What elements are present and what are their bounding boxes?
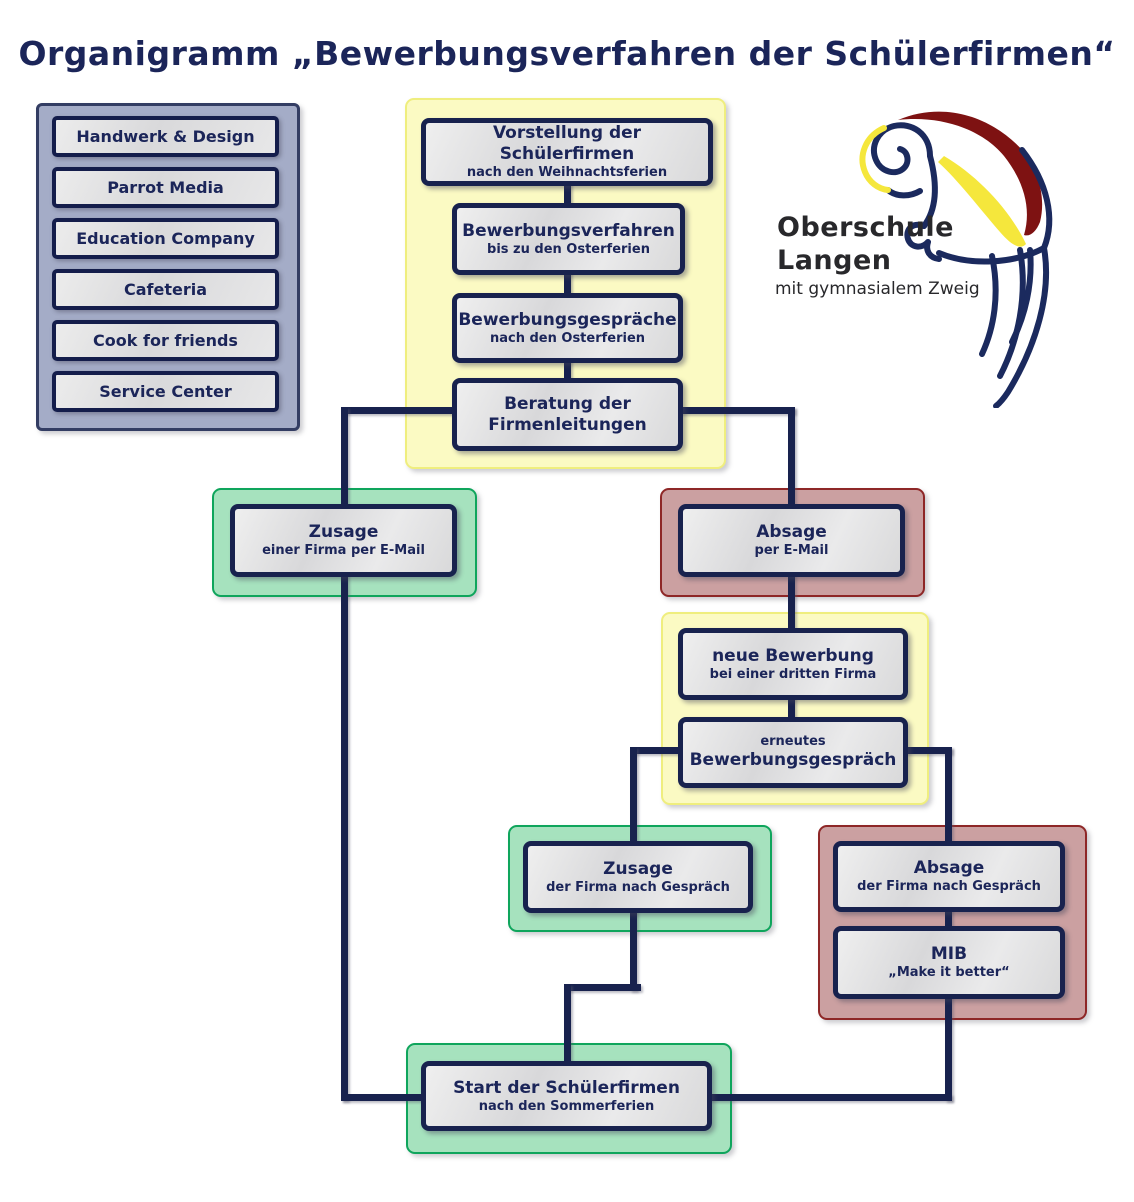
connector-erneutes-left-h [630, 747, 685, 754]
node-beratung [452, 378, 683, 451]
connector-beratung-left [341, 407, 460, 414]
connector-zusage2-jog-h [564, 984, 641, 991]
node-erneutes-gespraech [678, 717, 908, 788]
node-pretitle: erneutes [760, 734, 826, 750]
node-subtitle: nach den Weihnachtsferien [466, 164, 668, 180]
company-item-label: Service Center [99, 382, 232, 401]
diagram-title: Organigramm „Bewerbungsverfahren der Schülerfirmen“ [18, 34, 1116, 73]
school-name-line1: Oberschule [777, 212, 954, 243]
node-absage-gespraech [833, 841, 1065, 912]
node-start [421, 1061, 712, 1131]
node-subtitle: bei einer dritten Firma [709, 666, 877, 682]
company-item-handwerk-design [52, 116, 279, 157]
node-mib [833, 926, 1065, 999]
school-name-line2: Langen [777, 245, 892, 276]
node-subtitle: nach den Sommerferien [478, 1098, 655, 1114]
connector-mib-vertical [945, 747, 952, 1101]
node-title: Bewerbungsverfahren [462, 220, 675, 241]
connector-left-to-start [341, 1094, 425, 1101]
node-subtitle: einer Firma per E-Mail [262, 543, 425, 559]
node-bewerbungsverfahren [452, 203, 685, 275]
node-title: Absage [913, 858, 985, 879]
node-bewerbungsgespraeche [452, 293, 683, 363]
node-title: Zusage [603, 858, 673, 879]
node-title: Absage [756, 522, 827, 543]
node-title: Bewerbungsgespräch [689, 749, 897, 770]
node-title: Bewerbungsgespräche [458, 309, 677, 330]
company-item-label: Parrot Media [107, 178, 224, 197]
node-title-line1: Beratung der [504, 393, 631, 414]
school-tagline: mit gymnasialem Zweig [775, 279, 980, 299]
node-subtitle: „Make it better“ [888, 965, 1010, 981]
company-item-cook-for-friends [52, 320, 279, 361]
node-title: Start der Schülerfirmen [453, 1077, 680, 1098]
node-subtitle: der Firma nach Gespräch [546, 879, 730, 895]
node-title: MIB [930, 944, 968, 965]
connector-beratung-right [674, 407, 795, 414]
node-vorstellung [421, 118, 713, 186]
connector-zusage2-to-start [564, 984, 571, 1066]
node-zusage-email [230, 504, 457, 577]
node-title: neue Bewerbung [712, 645, 874, 666]
company-item-label: Cook for friends [93, 331, 238, 350]
node-subtitle: nach den Osterferien [489, 330, 646, 346]
company-item-service-center [52, 371, 279, 412]
company-item-label: Education Company [76, 229, 255, 248]
node-title: Zusage [308, 522, 379, 543]
company-item-parrot-media [52, 167, 279, 208]
connector-right-to-start [709, 1094, 952, 1101]
company-item-label: Cafeteria [123, 280, 208, 299]
node-subtitle: der Firma nach Gespräch [857, 879, 1041, 895]
company-item-cafeteria [52, 269, 279, 310]
node-title: Vorstellung der Schülerfirmen [492, 123, 642, 165]
company-item-label: Handwerk & Design [76, 127, 255, 146]
node-absage-email [678, 504, 905, 577]
node-subtitle: bis zu den Osterferien [487, 241, 650, 257]
node-subtitle: per E-Mail [754, 543, 829, 559]
node-zusage-gespraech [523, 841, 753, 913]
company-item-education-company [52, 218, 279, 259]
node-neue-bewerbung [678, 628, 908, 700]
node-title-line2: Firmenleitungen [488, 414, 647, 435]
